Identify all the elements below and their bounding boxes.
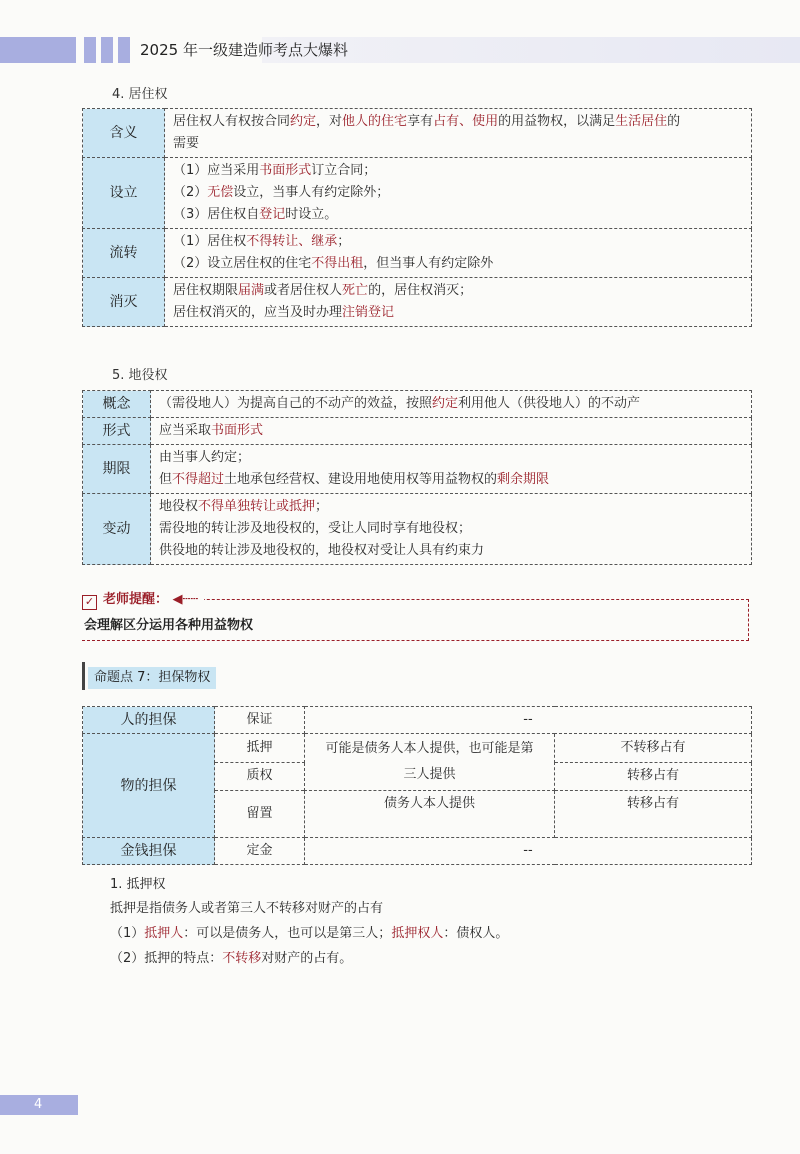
header-bar-block [101, 37, 113, 63]
row-label: 概念 [83, 391, 151, 418]
paragraph-line: （1）抵押人：可以是债务人，也可以是第三人；抵押权人：债权人。 [110, 926, 509, 941]
guarantee-method: 留置 [215, 791, 305, 838]
provider-cell: 债务人本人提供 [305, 791, 555, 838]
table-row [83, 229, 752, 278]
row-label: 流转 [83, 229, 165, 278]
possession-cell: 不转移占有 [555, 734, 752, 763]
row-label: 形式 [83, 418, 151, 445]
row-label: 期限 [83, 445, 151, 494]
proposition-bar [82, 662, 85, 690]
teacher-tip [82, 590, 750, 640]
header-bar-block [84, 37, 96, 63]
page-header [0, 37, 800, 63]
table-row [83, 109, 752, 158]
subsection-title: 1. 抵押权 [110, 877, 166, 892]
check-icon: ✓ [82, 595, 97, 610]
row-label: 设立 [83, 158, 165, 229]
section-title-easement: 5. 地役权 [112, 368, 168, 383]
row-content: 居住权人有权按合同约定，对他人的住宅享有占有、使用的用益物权，以满足生活居住的 需要 [165, 109, 752, 158]
section-title-residence: 4. 居住权 [112, 87, 168, 102]
paragraph-line: 抵押是指债务人或者第三人不转移对财产的占有 [110, 901, 384, 916]
empty-cell: -- [305, 838, 752, 865]
easement-table [82, 390, 752, 565]
row-content: 地役权不得单独转让或抵押； 需役地的转让涉及地役权的，受让人同时享有地役权； 供役地的转让涉及地役权的，地役权对受让人具有约束力 [151, 494, 752, 565]
table-row [83, 391, 752, 418]
guarantee-method: 保证 [215, 707, 305, 734]
empty-cell: -- [305, 707, 752, 734]
arrow-left-icon: ◀┄┄ [172, 592, 199, 607]
header-bar-block [0, 37, 76, 63]
page-number: 4 [0, 1095, 78, 1115]
row-content: 应当采取书面形式 [151, 418, 752, 445]
row-label: 变动 [83, 494, 151, 565]
row-content: （需役地人）为提高自己的不动产的效益，按照约定利用他人（供役地人）的不动产 [151, 391, 752, 418]
table-row [83, 707, 752, 734]
guarantee-table [82, 706, 752, 865]
provider-cell: 可能是债务人本人提供，也可能是第 三人提供 [305, 734, 555, 791]
tip-header: ✓ 老师提醒： ◀┄┄ [82, 590, 204, 610]
guarantee-method: 抵押 [215, 734, 305, 763]
table-row [83, 418, 752, 445]
table-row [83, 278, 752, 327]
tip-body: 会理解区分运用各种用益物权 [84, 618, 254, 633]
row-label: 含义 [83, 109, 165, 158]
paragraph-line: （2）抵押的特点：不转移对财产的占有。 [110, 951, 353, 966]
row-content: 居住权期限届满或者居住权人死亡的，居住权消灭； 居住权消灭的，应当及时办理注销登记 [165, 278, 752, 327]
guarantee-type-label: 人的担保 [83, 707, 215, 734]
guarantee-type-label: 金钱担保 [83, 838, 215, 865]
table-row [83, 494, 752, 565]
row-content: （1）应当采用书面形式订立合同； （2）无偿设立，当事人有约定除外； （3）居住权自登记时设立。 [165, 158, 752, 229]
table-row [83, 158, 752, 229]
possession-cell: 转移占有 [555, 791, 752, 838]
guarantee-method: 定金 [215, 838, 305, 865]
table-row [83, 445, 752, 494]
guarantee-type-label: 物的担保 [83, 734, 215, 838]
table-row [83, 838, 752, 865]
row-content: 由当事人约定； 但不得超过土地承包经营权、建设用地使用权等用益物权的剩余期限 [151, 445, 752, 494]
possession-cell: 转移占有 [555, 762, 752, 791]
header-title: 2025 年一级建造师考点大爆料 [140, 41, 348, 59]
guarantee-method: 质权 [215, 762, 305, 791]
row-label: 消灭 [83, 278, 165, 327]
residence-right-table [82, 108, 752, 327]
table-row [83, 734, 752, 763]
header-bar-block [118, 37, 130, 63]
proposition-label: 命题点 7：担保物权 [88, 667, 216, 689]
row-content: （1）居住权不得转让、继承； （2）设立居住权的住宅不得出租，但当事人有约定除外 [165, 229, 752, 278]
